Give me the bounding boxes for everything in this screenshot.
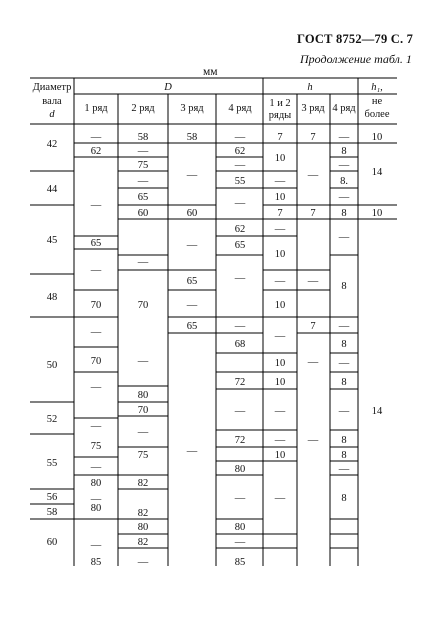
cell-D1-6: — (90, 327, 102, 338)
cell-h4-10: — (338, 358, 350, 369)
cell-D2-8: — (137, 356, 149, 367)
cell-h12-3: 10 (274, 192, 286, 203)
cell-h12-1: 10 (274, 153, 286, 164)
cell-D4-4: — (234, 198, 246, 209)
h1-header-line2: не (371, 96, 383, 107)
cell-D4-0: — (234, 132, 246, 143)
cell-D3-0: 58 (186, 132, 198, 143)
cell-h3-4: 7 (310, 321, 316, 332)
cell-h12-7: — (274, 276, 286, 287)
col-header-h-row12-line2: ряды (268, 110, 292, 121)
cell-D1-4: — (90, 265, 102, 276)
cell-D3-1: — (186, 170, 198, 181)
cell-D2-2: 75 (137, 160, 149, 171)
diameter-header-line2: вала (42, 96, 62, 107)
cell-D1-13: — (90, 494, 102, 505)
cell-h12-10: 10 (274, 358, 286, 369)
cell-D1-0: — (90, 132, 102, 143)
col-header-h-row4: 4 ряд (332, 103, 356, 114)
cell-h4-1: 8 (341, 146, 347, 157)
cell-D1-14: 80 (90, 503, 102, 514)
cell-D3-4: 65 (186, 276, 198, 287)
cell-diameters-6: 55 (46, 458, 58, 469)
cell-h4-8: — (338, 321, 350, 332)
cell-h4-15: — (338, 464, 350, 475)
cell-D3-2: 60 (186, 208, 198, 219)
h1-header-line3: более (364, 109, 390, 120)
cell-D4-9: 68 (234, 339, 246, 350)
cell-h3-5: — (307, 357, 319, 368)
cell-h12-5: — (274, 224, 286, 235)
cell-D1-7: 70 (90, 356, 102, 367)
cell-D2-15: 80 (137, 522, 149, 533)
cell-diameters-0: 42 (46, 139, 58, 150)
cell-D4-2: — (234, 160, 246, 171)
cell-D1-12: 80 (90, 478, 102, 489)
cell-D2-4: 65 (137, 192, 149, 203)
cell-D1-10: 75 (90, 441, 102, 452)
cell-D2-3: — (137, 176, 149, 187)
cell-h4-5: 8 (341, 208, 347, 219)
cell-D2-0: 58 (137, 132, 149, 143)
cell-h4-7: 8 (341, 281, 347, 292)
cell-D2-1: — (137, 146, 149, 157)
cell-D1-5: 70 (90, 300, 102, 311)
cell-D4-14: — (234, 493, 246, 504)
cell-h4-3: 8. (340, 176, 348, 187)
cell-diameters-2: 45 (46, 235, 58, 246)
col-header-D-row4: 4 ряд (228, 103, 252, 114)
cell-D2-17: — (137, 557, 149, 568)
cell-h12-2: — (274, 176, 286, 187)
cell-h12-0: 7 (277, 132, 283, 143)
col-header-D-row2: 2 ряд (131, 103, 155, 114)
cell-h12-6: 10 (274, 249, 286, 260)
cell-h4-16: 8 (341, 493, 347, 504)
cell-D4-11: — (234, 406, 246, 417)
cell-D1-3: 65 (90, 238, 102, 249)
cell-D1-8: — (90, 382, 102, 393)
col-header-D-row1: 1 ряд (84, 103, 108, 114)
cell-h12-13: — (274, 435, 286, 446)
cell-D2-13: 82 (137, 478, 149, 489)
D-group-header: D (164, 82, 172, 93)
table-body (47, 132, 383, 568)
cell-h4-13: 8 (341, 435, 347, 446)
cell-D3-5: — (186, 300, 198, 311)
cell-h12-14: 10 (274, 450, 286, 461)
unit-label: мм (203, 66, 218, 78)
diameter-header-symbol: d (49, 109, 55, 120)
cell-D1-16: 85 (90, 557, 102, 568)
cell-h1-0: 10 (371, 132, 383, 143)
cell-h4-0: — (338, 132, 350, 143)
col-header-D-row3: 3 ряд (180, 103, 204, 114)
cell-diameters-7: 56 (46, 492, 58, 503)
cell-diameters-1: 44 (46, 184, 58, 195)
cell-D2-14: 82 (137, 508, 149, 519)
cell-D4-15: 80 (234, 522, 246, 533)
cell-diameters-4: 50 (46, 360, 58, 371)
diameter-header-line1: Диаметр (32, 82, 72, 93)
cell-h1-1: 14 (371, 167, 383, 178)
cell-D4-13: 80 (234, 464, 246, 475)
cell-D2-5: 60 (137, 208, 149, 219)
cell-D2-12: 75 (137, 450, 149, 461)
cell-D4-3: 55 (234, 176, 246, 187)
cell-D4-17: 85 (234, 557, 246, 568)
col-header-h-row12-line1: 1 и 2 (269, 98, 291, 109)
col-header-h-row3: 3 ряд (301, 103, 325, 114)
cell-h12-8: 10 (274, 300, 286, 311)
cell-diameters-3: 48 (46, 292, 58, 303)
cell-h4-6: — (338, 232, 350, 243)
cell-h12-15: — (274, 493, 286, 504)
cell-h12-9: — (274, 331, 286, 342)
cell-h12-11: 10 (274, 377, 286, 388)
cell-D1-15: — (90, 540, 102, 551)
cell-D4-8: — (234, 321, 246, 332)
cell-h3-0: 7 (310, 132, 316, 143)
cell-D2-6: — (137, 257, 149, 268)
cell-D4-7: — (234, 273, 246, 284)
cell-D3-3: — (186, 240, 198, 251)
cell-h3-6: — (307, 435, 319, 446)
cell-D3-6: 65 (186, 321, 198, 332)
cell-h4-9: 8 (341, 339, 347, 350)
cell-D1-1: 62 (90, 146, 102, 157)
cell-D3-7: — (186, 446, 198, 457)
cell-D4-1: 62 (234, 146, 246, 157)
cell-D2-10: 70 (137, 405, 149, 416)
cell-D2-9: 80 (137, 390, 149, 401)
table-continuation-note: Продолжение табл. 1 (300, 52, 412, 66)
cell-h4-11: 8 (341, 377, 347, 388)
cell-h3-2: 7 (310, 208, 316, 219)
cell-h4-2: — (338, 160, 350, 171)
h1-header-symbol: h₁, (371, 82, 383, 93)
cell-h4-12: — (338, 406, 350, 417)
cell-D4-16: — (234, 537, 246, 548)
cell-D1-2: — (90, 200, 102, 211)
cell-h3-3: — (307, 276, 319, 287)
cell-D1-11: — (90, 462, 102, 473)
cell-h1-2: 10 (371, 208, 383, 219)
cell-h1-3: 14 (371, 406, 383, 417)
cell-h12-4: 7 (277, 208, 283, 219)
cell-h3-1: — (307, 170, 319, 181)
cell-diameters-5: 52 (46, 414, 58, 425)
cell-D2-16: 82 (137, 537, 149, 548)
cell-D4-12: 72 (234, 435, 246, 446)
cell-D4-5: 62 (234, 224, 246, 235)
cell-D2-11: — (137, 427, 149, 438)
cell-h4-14: 8 (341, 450, 347, 461)
cell-D2-7: 70 (137, 300, 149, 311)
cell-D4-6: 65 (234, 240, 246, 251)
document-title: ГОСТ 8752—79 С. 7 (297, 32, 414, 46)
cell-D1-9: — (90, 421, 102, 432)
cell-h4-4: — (338, 192, 350, 203)
cell-diameters-9: 60 (46, 537, 58, 548)
cell-diameters-8: 58 (46, 507, 58, 518)
cell-D4-10: 72 (234, 377, 246, 388)
cell-h12-12: — (274, 406, 286, 417)
h-group-header: h (307, 82, 313, 93)
